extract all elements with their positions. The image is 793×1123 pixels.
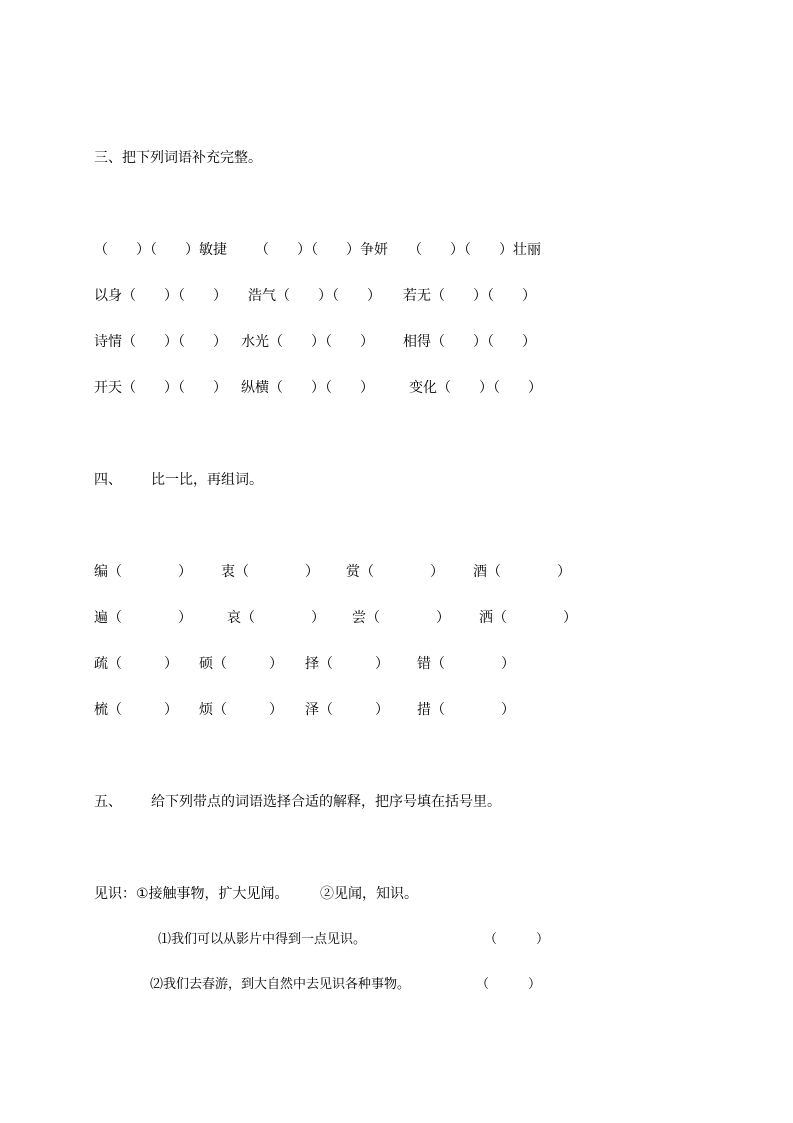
s4-item: 洒（ ）	[479, 610, 577, 626]
definition-2: ②见闻，知识。	[320, 886, 418, 902]
sentence-1: ⑴我们可以从影片中得到一点见识。	[158, 932, 367, 947]
s3-item: 以身（ ）（ ）	[94, 288, 227, 304]
s3-item: （ ）（ ）敏捷	[94, 242, 227, 258]
s4-item: 疏（ ）	[94, 656, 178, 672]
s3-item: 变化（ ）（ ）	[409, 380, 542, 396]
definition-1: ①接触事物，扩大见闻。	[136, 886, 289, 902]
s3-item: （ ）（ ）壮丽	[408, 242, 541, 258]
answer-blank-2[interactable]: （ ）	[476, 977, 542, 992]
s3-item: 浩气（ ）（ ）	[248, 288, 381, 304]
s4-item: 编（ ）	[94, 564, 192, 580]
answer-blank-1[interactable]: （ ）	[484, 932, 550, 947]
section5-title: 给下列带点的词语选择合适的解释，把序号填在括号里。	[151, 794, 501, 810]
section5-number: 五、	[94, 794, 122, 810]
section4-number: 四、	[94, 472, 122, 488]
s4-item: 硕（ ）	[199, 656, 283, 672]
s3-item: 相得（ ）（ ）	[403, 334, 536, 350]
s4-item: 哀（ ）	[227, 610, 325, 626]
s4-item: 泽（ ）	[305, 702, 389, 718]
s3-item: 水光（ ）（ ）	[241, 334, 374, 350]
definition-label: 见识：	[94, 886, 136, 902]
s4-item: 尝（ ）	[352, 610, 450, 626]
s4-item: 酒（ ）	[473, 564, 571, 580]
s4-item: 衷（ ）	[221, 564, 319, 580]
s3-item: 诗情（ ）（ ）	[94, 334, 227, 350]
section4-title: 比一比，再组词。	[151, 472, 263, 488]
s4-item: 措（ ）	[417, 702, 515, 718]
s4-item: 烦（ ）	[199, 702, 283, 718]
s3-item: 开天（ ）（ ）	[94, 380, 227, 396]
s4-item: 梳（ ）	[94, 702, 178, 718]
s3-item: 纵横（ ）（ ）	[241, 380, 374, 396]
s4-item: 赏（ ）	[346, 564, 444, 580]
s3-item: （ ）（ ）争妍	[255, 242, 388, 258]
s4-item: 遍（ ）	[94, 610, 192, 626]
section3-title: 三、把下列词语补充完整。	[94, 150, 262, 166]
sentence-2: ⑵我们去春游，到大自然中去见识各种事物。	[150, 977, 411, 992]
s3-item: 若无（ ）（ ）	[403, 288, 536, 304]
s4-item: 错（ ）	[417, 656, 515, 672]
s4-item: 择（ ）	[305, 656, 389, 672]
